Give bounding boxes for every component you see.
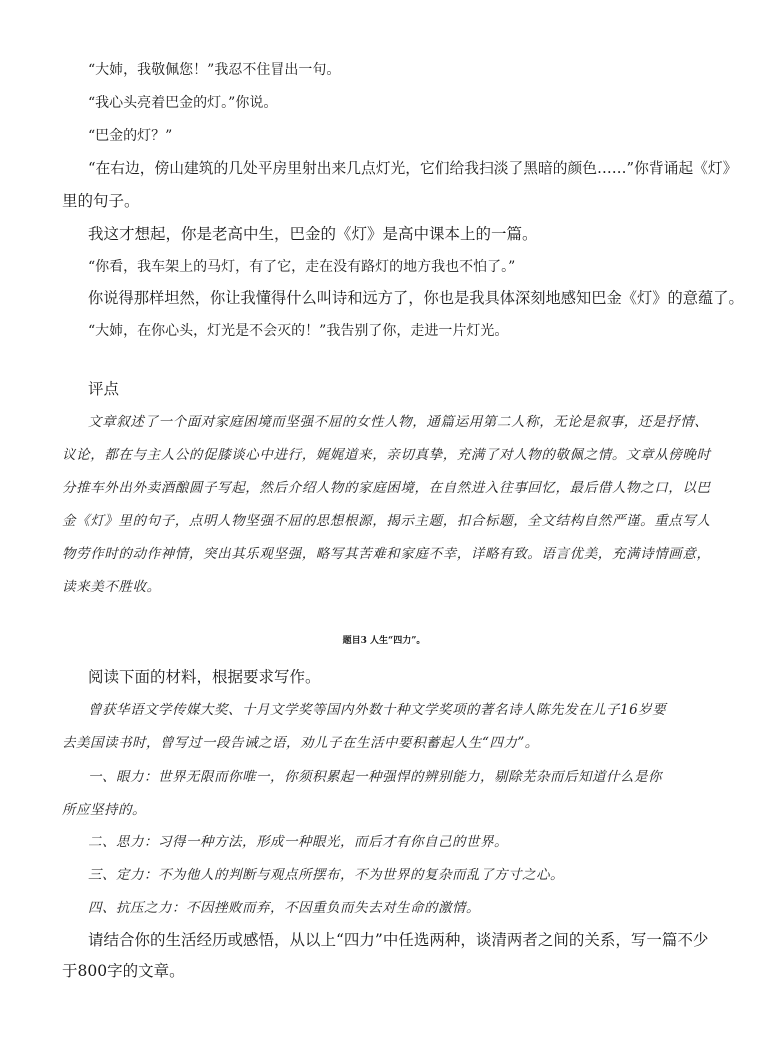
dialogue-line: “你看，我车架上的马灯，有了它，走在没有路灯的地方我也不怕了。”: [88, 259, 516, 275]
requirement-line: 请结合你的生活经历或感悟，从以上“四力”中任选两种，谈清两者之间的关系，写一篇不少: [88, 931, 709, 949]
comment-line: 文章叙述了一个面对家庭困境而坚强不屈的女性人物，通篇运用第二人称，无论是叙事，还是抒情、: [88, 414, 709, 430]
material-line: 去美国读书时，曾写过一段告诫之语，劝儿子在生活中要积蓄起人生“四力”。: [62, 735, 539, 751]
material-line: 四、抗压之力：不因挫败而弃，不因重负而失去对生命的激情。: [88, 900, 480, 916]
comment-line: 物劳作时的动作神情，突出其乐观坚强，略写其苦难和家庭不幸，详略有致。语言优美，充满诗情画意，: [62, 546, 711, 562]
material-line: 三、定力：不为他人的判断与观点所摆布，不为世界的复杂而乱了方寸之心。: [88, 867, 564, 883]
material-line: 一、眼力：世界无限而你唯一，你须积累起一种强悍的辨别能力，剔除芜杂而后知道什么是你: [88, 769, 662, 785]
comment-line: 读来美不胜收。: [62, 579, 161, 595]
dialogue-line: 我这才想起，你是老高中生，巴金的《灯》是高中课本上的一篇。: [88, 225, 538, 243]
task-title: 题目3 人生“四力”。: [342, 636, 426, 646]
dialogue-line: “我心头亮着巴金的灯。”你说。: [88, 95, 278, 111]
dialogue-line: 里的句子。: [62, 192, 140, 210]
dialogue-line: 你说得那样坦然，你让我懂得什么叫诗和远方了，你也是我具体深刻地感知巴金《灯》的意蕴了。: [88, 289, 744, 307]
comment-line: 金《灯》里的句子，点明人物坚强不屈的思想根源，揭示主题，扣合标题，全文结构自然严谨。重点写人: [62, 513, 711, 529]
material-line: 所应坚持的。: [62, 802, 146, 818]
dialogue-line: “大姉，在你心头，灯光是不会灭的！”我告别了你，走进一片灯光。: [88, 323, 509, 339]
comment-heading: 评点: [88, 380, 120, 398]
dialogue-line: “在右边，傍山建筑的几处平房里射出来几点灯光，它们给我扫淡了黑暗的颜色……”你背诵起《灯》: [88, 160, 738, 177]
comment-line: 分推车外出外卖酒酿圆子写起，然后介绍人物的家庭困境，在自然进入往事回忆，最后借人物之口，以巴: [62, 480, 711, 496]
task-instruction: 阅读下面的材料，根据要求写作。: [88, 668, 321, 686]
dialogue-line: “大姉，我敬佩您！”我忍不住冒出一句。: [88, 62, 341, 78]
material-line: 曾获华语文学传媒大奖、十月文学奖等国内外数十种文学奖项的著名诗人陈先发在儿子16岁要: [88, 702, 667, 718]
requirement-line: 于800字的文章。: [62, 962, 185, 980]
comment-line: 议论，都在与主人公的促膝谈心中进行，娓娓道来，亲切真挚，充满了对人物的敬佩之情。文章从傍晚时: [62, 447, 711, 463]
material-line: 二、思力：习得一种方法，形成一种眼光，而后才有你自己的世界。: [88, 834, 508, 850]
dialogue-line: “巴金的灯？”: [88, 128, 173, 144]
